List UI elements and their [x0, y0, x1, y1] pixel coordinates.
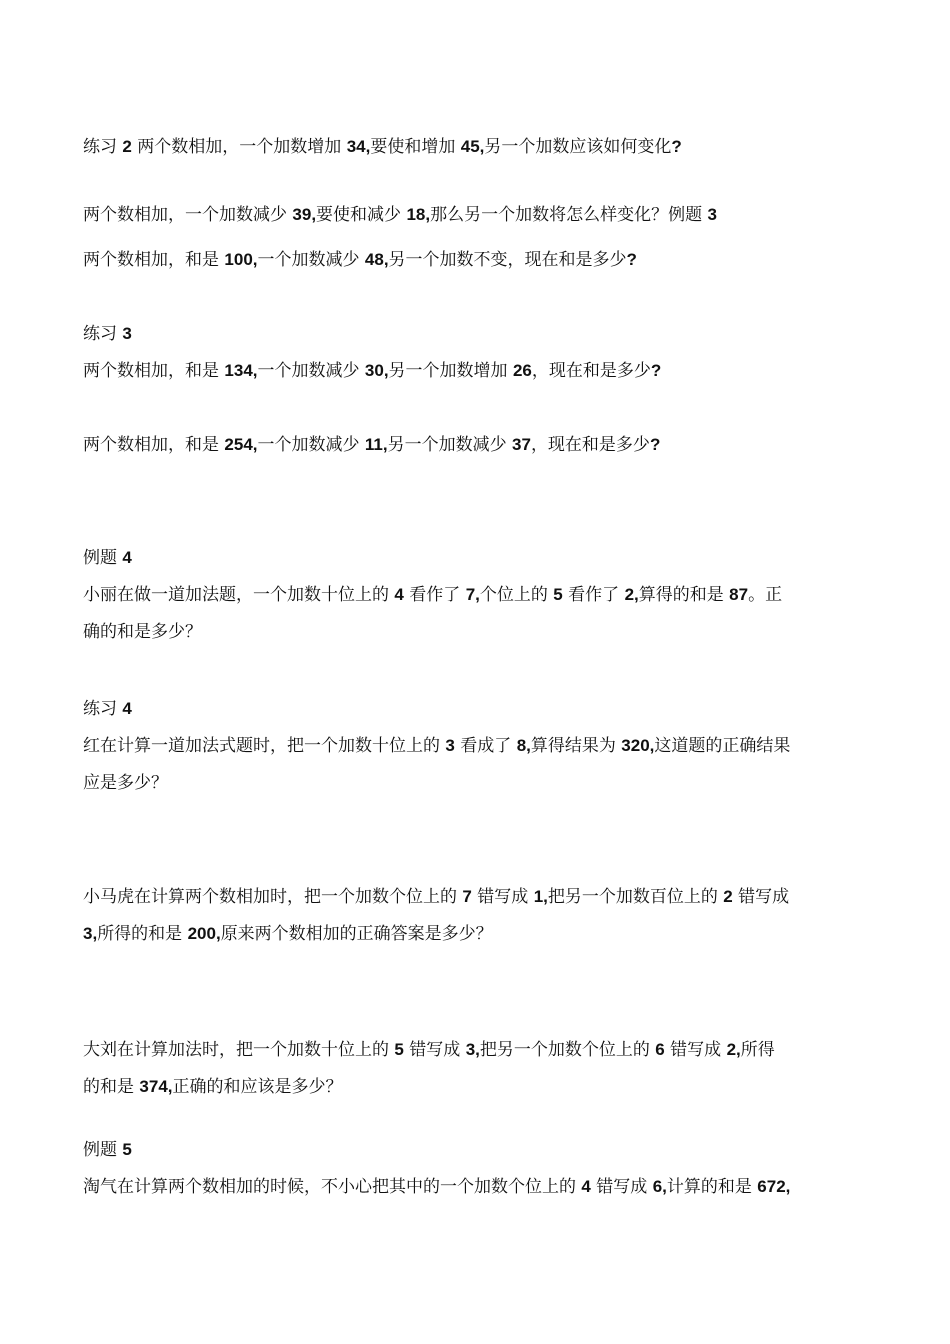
section-heading: 练习 3 — [83, 324, 132, 344]
text-line: 两个数相加，和是 254,一个加数减少 11,另一个加数减少 37，现在和是多少? — [83, 435, 661, 455]
text-line: 淘气在计算两个数相加的时候，不小心把其中的一个加数个位上的 4 错写成 6,计算的和是 672, — [83, 1177, 791, 1197]
section-heading: 练习 4 — [83, 699, 132, 719]
text-line: 应是多少？ — [83, 773, 168, 793]
text-line: 大刘在计算加法时，把一个加数十位上的 5 错写成 3,把另一个加数个位上的 6 错写成 2,所得 — [83, 1040, 775, 1060]
text-line: 两个数相加，一个加数减少 39,要使和减少 18,那么另一个加数将怎么样变化？例题 3 — [83, 205, 717, 225]
text-line: 3,所得的和是 200,原来两个数相加的正确答案是多少？ — [83, 924, 493, 944]
text-line: 小丽在做一道加法题，一个加数十位上的 4 看作了 7,个位上的 5 看作了 2,算得的和是 87。正 — [83, 585, 783, 605]
text-line: 两个数相加，和是 100,一个加数减少 48,另一个加数不变，现在和是多少? — [83, 250, 637, 270]
text-line: 红在计算一道加法式题时，把一个加数十位上的 3 看成了 8,算得结果为 320,这道题的正确结果 — [83, 736, 791, 756]
text-line: 的和是 374,正确的和应该是多少？ — [83, 1077, 343, 1097]
text-line: 练习 2 两个数相加，一个加数增加 34,要使和增加 45,另一个加数应该如何变化? — [83, 137, 682, 157]
section-heading: 例题 4 — [83, 548, 132, 568]
text-line: 小马虎在计算两个数相加时，把一个加数个位上的 7 错写成 1,把另一个加数百位上的 2 错写成 — [83, 887, 790, 907]
section-heading: 例题 5 — [83, 1140, 132, 1160]
text-line: 确的和是多少？ — [83, 622, 202, 642]
text-line: 两个数相加，和是 134,一个加数减少 30,另一个加数增加 26，现在和是多少? — [83, 361, 662, 381]
